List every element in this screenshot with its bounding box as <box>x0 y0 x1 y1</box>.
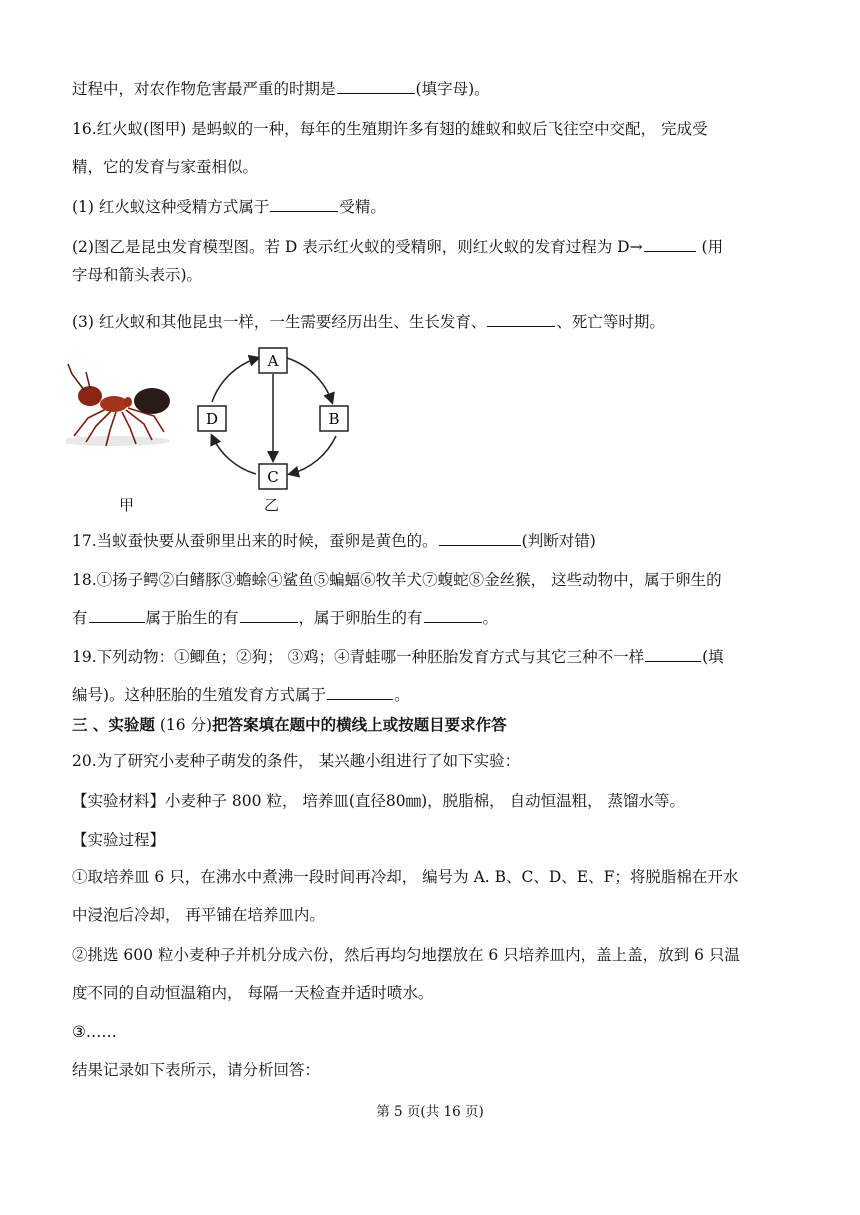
text: 17.当蚁蚕快要从蚕卵里出来的时候，蚕卵是黄色的。 <box>72 532 438 550</box>
text: 精，它的发育与家蚕相似。 <box>72 158 259 176</box>
node-d-label: D <box>205 410 219 428</box>
text: 过程中，对农作物危害最严重的时期是 <box>72 80 336 98</box>
text-line <box>72 684 410 706</box>
question-19 <box>72 646 724 668</box>
text: 16.红火蚁(图甲) 是蚂蚁的一种，每年的生殖期许多有翅的雄蚁和蚁后飞往空中交配， 完成受 <box>72 120 708 138</box>
text: 20.为了研究小麦种子萌发的条件， 某兴趣小组进行了如下实验： <box>72 752 521 770</box>
text-line <box>72 264 202 286</box>
process-step-2 <box>72 944 740 966</box>
process-step-3 <box>72 1021 117 1043</box>
text: 有 <box>72 609 88 627</box>
question-16-3 <box>72 311 665 333</box>
text: 度不同的自动恒温箱内， 每隔一天检查并适时喷水。 <box>72 984 434 1002</box>
ant-illustration <box>66 364 170 446</box>
text: 、死亡等时期。 <box>556 313 665 331</box>
text: 。 <box>394 686 410 704</box>
question-18 <box>72 569 722 591</box>
answer-blank[interactable] <box>327 684 393 700</box>
caption-jia: 甲 <box>119 496 135 514</box>
text-line <box>72 156 258 178</box>
experiment-materials <box>72 790 685 812</box>
node-b-label: B <box>328 410 340 428</box>
answer-blank[interactable] <box>645 646 701 662</box>
text-line <box>72 982 433 1004</box>
answer-blank[interactable] <box>89 607 145 623</box>
question-16-2 <box>72 236 723 258</box>
section-score: (16 分) <box>154 716 213 734</box>
text: (判断对错) <box>521 532 596 550</box>
text: (1) 红火蚁这种受精方式属于 <box>72 198 270 216</box>
text: 【实验过程】 <box>72 831 166 849</box>
text: 受精。 <box>339 198 386 216</box>
section-title: 三 、实验题 <box>72 715 155 734</box>
process-step-1 <box>72 866 738 888</box>
text-line <box>72 607 498 629</box>
text-line <box>72 904 325 926</box>
text: (填字母)。 <box>415 80 490 98</box>
results-intro <box>72 1059 320 1081</box>
question-17 <box>72 530 596 552</box>
text: (2)图乙是昆虫发育模型图。若 D 表示红火蚁的受精卵，则红火蚁的发育过程为 D→ <box>72 238 643 256</box>
experiment-process-heading <box>72 829 165 851</box>
page-footer: 第 5 页(共 16 页) <box>376 1104 484 1120</box>
text: 中浸泡后冷却， 再平铺在培养皿内。 <box>72 906 325 924</box>
node-d <box>198 406 226 431</box>
text: 。 <box>482 609 499 627</box>
answer-blank[interactable] <box>270 196 338 212</box>
text: ，属于卵胎生的有 <box>298 609 423 627</box>
question-16 <box>72 118 708 140</box>
development-cycle-diagram <box>198 348 348 489</box>
answer-blank[interactable] <box>487 311 555 327</box>
answer-blank[interactable] <box>644 236 696 252</box>
text: 字母和箭头表示)。 <box>72 266 203 284</box>
text: ③…… <box>72 1023 117 1041</box>
node-a-label: A <box>267 352 279 370</box>
text: (填 <box>702 648 724 666</box>
text: 19.下列动物：①鲫鱼；②狗； ③鸡；④青蛙哪一种胚胎发育方式与其它三种不一样 <box>72 648 645 666</box>
question-20 <box>72 750 520 772</box>
answer-blank[interactable] <box>439 530 521 546</box>
figure <box>66 344 366 516</box>
section-instruction: 把答案填在题中的横线上或按题目要求作答 <box>212 715 507 734</box>
answer-blank[interactable] <box>337 78 415 94</box>
text-line <box>72 78 490 100</box>
text: 属于胎生的有 <box>145 609 239 627</box>
text: (3) 红火蚁和其他昆虫一样，一生需要经历出生、生长发育、 <box>72 313 487 331</box>
node-a <box>259 348 287 373</box>
caption-yi: 乙 <box>264 496 280 514</box>
text: 【实验材料】小麦种子 800 粒， 培养皿(直径80㎜)，脱脂棉， 自动恒温粗， 蒸馏水等。 <box>72 792 686 810</box>
answer-blank[interactable] <box>424 607 482 623</box>
text: 结果记录如下表所示，请分析回答： <box>72 1061 321 1079</box>
question-16-1 <box>72 196 386 218</box>
text: ①取培养皿 6 只，在沸水中煮沸一段时间再冷却， 编号为 A. B、C、D、E、F；将脱脂棉在开水 <box>72 868 739 886</box>
text: 编号)。这种胚胎的生殖发育方式属于 <box>72 686 327 704</box>
node-c <box>259 464 287 489</box>
answer-blank[interactable] <box>240 607 298 623</box>
text: (用 <box>696 238 724 256</box>
text: ②挑选 600 粒小麦种子并机分成六份，然后再均匀地摆放在 6 只培养皿内，盖上盖，放到 6 只温 <box>72 946 740 964</box>
node-c-label: C <box>267 468 279 486</box>
section-3-heading <box>72 714 507 736</box>
text: 18.①扬子鳄②白鳍豚③蟾蜍④鲨鱼⑤蝙蝠⑥牧羊犬⑦蝮蛇⑧金丝猴， 这些动物中，属于卵生的 <box>72 571 722 589</box>
ant-and-cycle-figure <box>66 344 366 516</box>
node-b <box>320 406 348 431</box>
